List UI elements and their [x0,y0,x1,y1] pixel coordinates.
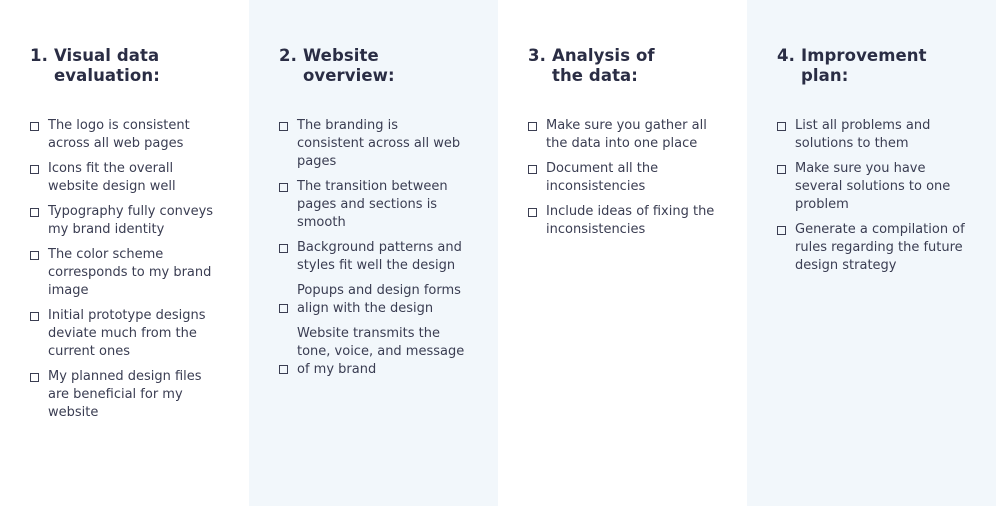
checklist-item [279,282,480,318]
label-line: the data into one place [546,136,698,151]
label-line: consistent across all web [297,136,461,151]
checklist-item-label [297,178,448,232]
checklist-item [528,203,729,239]
checklist-item-label [297,282,461,318]
checkbox[interactable] [777,226,786,235]
checklist-item-label [546,203,714,239]
label-line: several solutions to one [795,179,951,194]
column-title-line: Visual data [53,46,160,65]
label-line: Initial prototype designs [48,308,206,323]
column-title-line: the data: [551,66,638,85]
column-number: 3. [528,46,546,65]
checklist-item-label [795,221,965,275]
label-line: across all web pages [48,136,184,151]
label-line: Popups and design forms [297,283,461,298]
checklist-item [777,221,978,275]
column-title [279,46,480,86]
column-title [777,46,978,86]
checklist-item-label [795,117,930,153]
label-line: tone, voice, and message [297,344,465,359]
checkbox[interactable] [279,244,288,253]
checkbox[interactable] [30,373,39,382]
checklist-item [30,307,231,361]
label-line: Make sure you gather all [546,118,707,133]
label-line: The color scheme [48,247,164,262]
label-line: smooth [297,215,346,230]
checklist-item-label [546,117,707,153]
checkbox[interactable] [30,122,39,131]
column-title-line: Analysis of [551,46,655,65]
label-line: Include ideas of fixing the [546,204,715,219]
checkbox[interactable] [528,165,537,174]
label-line: my brand identity [48,222,165,237]
label-line: The transition between [297,179,448,194]
checklist-item [30,203,231,239]
label-line: corresponds to my brand [48,265,212,280]
checklist-item [279,117,480,171]
checklist [30,117,231,422]
checklist [528,117,729,239]
label-line: inconsistencies [546,179,646,194]
label-line: Background patterns and [297,240,462,255]
checklist [279,117,480,379]
column-title-line: evaluation: [53,66,160,85]
checklist [777,117,978,275]
checkbox[interactable] [279,365,288,374]
label-line: design strategy [795,258,897,273]
checklist-item [30,160,231,196]
label-line: My planned design files [48,369,202,384]
column-analysis-of-data [498,0,747,506]
label-line: The branding is [297,118,398,133]
label-line: website [48,405,99,420]
label-line: deviate much from the [48,326,197,341]
column-title-line: plan: [800,66,849,85]
checkbox[interactable] [30,251,39,260]
checklist-item [777,160,978,214]
checkbox[interactable] [777,122,786,131]
checklist-item [30,117,231,153]
checklist-item [279,239,480,275]
label-line: Generate a compilation of [795,222,965,237]
label-line: The logo is consistent [48,118,190,133]
label-line: Icons fit the overall [48,161,174,176]
label-line: rules regarding the future [795,240,963,255]
column-number: 1. [30,46,48,65]
checklist-item [528,160,729,196]
checkbox[interactable] [528,122,537,131]
checklist-item-label [297,117,460,171]
label-line: pages and sections is [297,197,438,212]
column-title-line: Website [302,46,379,65]
label-line: current ones [48,344,130,359]
checklist-item [279,325,480,379]
checkbox[interactable] [279,183,288,192]
checklist-item [528,117,729,153]
checklist-item [777,117,978,153]
label-line: of my brand [297,362,377,377]
checkbox[interactable] [777,165,786,174]
checkbox[interactable] [30,312,39,321]
column-number: 4. [777,46,795,65]
checkbox[interactable] [528,208,537,217]
label-line: Document all the [546,161,659,176]
column-title [528,46,729,86]
column-title-line: Improvement [800,46,927,65]
checkbox[interactable] [30,165,39,174]
checklist-item [30,246,231,300]
column-website-overview [249,0,498,506]
label-line: solutions to them [795,136,909,151]
checklist-item-label [297,325,464,379]
column-number: 2. [279,46,297,65]
column-title-line: overview: [302,66,395,85]
checklist-item-label [546,160,658,196]
label-line: styles fit well the design [297,258,456,273]
checkbox[interactable] [279,122,288,131]
label-line: inconsistencies [546,222,646,237]
checklist-item [279,178,480,232]
column-improvement-plan [747,0,996,506]
checklist-item-label [297,239,462,275]
checklist-item-label [48,307,206,361]
checklist-item-label [48,160,176,196]
label-line: List all problems and [795,118,931,133]
checklist-item-label [48,203,213,239]
label-line: Typography fully conveys [48,204,214,219]
label-line: problem [795,197,849,212]
column-visual-data-evaluation [0,0,249,506]
column-title [30,46,231,86]
label-line: align with the design [297,301,434,316]
checklist-item [30,368,231,422]
label-line: website design well [48,179,176,194]
checklist-item-label [48,246,211,300]
label-line: Website transmits the [297,326,440,341]
checkbox[interactable] [30,208,39,217]
label-line: Make sure you have [795,161,926,176]
label-line: are beneficial for my [48,387,183,402]
label-line: pages [297,154,337,169]
checklist-item-label [795,160,950,214]
checklist-item-label [48,368,202,422]
label-line: image [48,283,89,298]
checklist-item-label [48,117,190,153]
checkbox[interactable] [279,304,288,313]
